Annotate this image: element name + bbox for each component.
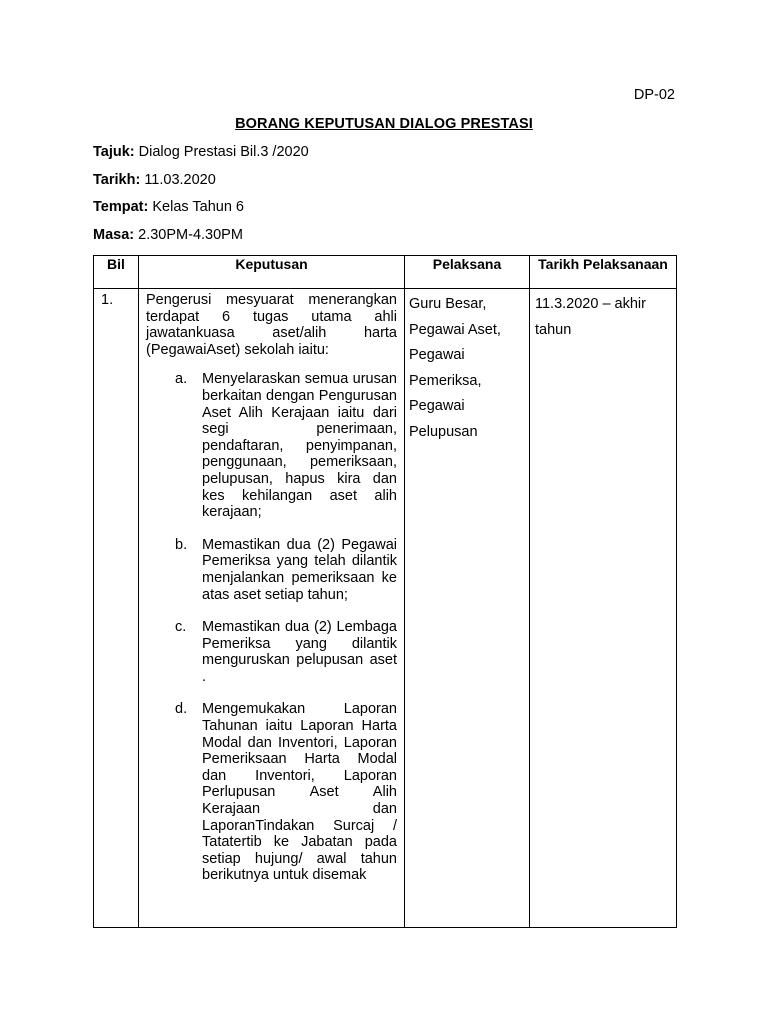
- item-text: Memastikan dua (2) Pegawai Pemeriksa yang telah dilantik menjalankan pemeriksaan ke atas aset setiap tahun;: [202, 536, 397, 603]
- cell-pelaksana: [405, 289, 530, 928]
- header-pelaksana: Pelaksana: [405, 256, 530, 289]
- header-bil: Bil: [94, 256, 139, 289]
- decision-table: [93, 255, 677, 928]
- masa-label: Masa:: [93, 227, 135, 243]
- tarikh-label: Tarikh:: [93, 172, 141, 188]
- item-letter: b.: [175, 536, 188, 553]
- header-keputusan: Keputusan: [139, 256, 405, 289]
- tempat-value: Kelas Tahun 6: [152, 199, 244, 215]
- pelaksana-line: Pegawai: [409, 347, 465, 363]
- tajuk-label: Tajuk:: [93, 144, 135, 160]
- item-text: Memastikan dua (2) Lembaga Pemeriksa yang dilantik menguruskan pelupusan aset .: [202, 619, 397, 685]
- pelaksana-line: Pemeriksa,: [409, 372, 482, 389]
- tarikh-line: 11.3.2020 – akhir: [535, 296, 646, 312]
- tajuk-value: Dialog Prestasi Bil.3 /2020: [138, 144, 309, 160]
- meta-tarikh: [93, 172, 216, 188]
- table-row: [94, 289, 677, 928]
- keputusan-intro: Pengerusi mesyuarat menerangkan terdapat 6 tugas utama ahli jawatankuasa aset/alih harta (PegawaiAset) sekolah iaitu:: [146, 292, 397, 358]
- cell-bil: 1.: [94, 289, 139, 928]
- header-tarikh-pelaksanaan: Tarikh Pelaksanaan: [530, 256, 677, 289]
- list-item: [146, 371, 397, 520]
- meta-tempat: [93, 199, 244, 215]
- table-header-row: [94, 256, 677, 289]
- list-item: [146, 701, 397, 884]
- list-item: [146, 619, 397, 685]
- pelaksana-line: Pegawai Aset,: [409, 321, 501, 338]
- item-letter: a.: [175, 371, 188, 388]
- pelaksana-line: Guru Besar,: [409, 296, 487, 312]
- task-list: [146, 371, 397, 884]
- list-item: [146, 537, 397, 603]
- meta-masa: [93, 227, 243, 243]
- item-letter: d.: [175, 701, 188, 718]
- document-code: DP-02: [633, 87, 675, 103]
- item-letter: c.: [175, 619, 187, 636]
- tempat-label: Tempat:: [93, 199, 149, 215]
- tarikh-value: 11.03.2020: [144, 172, 216, 188]
- item-text: Menyelaraskan semua urusan berkaitan dengan Pengurusan Aset Alih Kerajaan iaitu dari segi penerimaan, pendaftaran, penyimpanan, penggunaan, pemeriksaan, pelupusan, hapus kira dan kes kehilangan aset alih kerajaan;: [202, 371, 397, 521]
- tarikh-line: tahun: [535, 321, 572, 338]
- cell-keputusan: [139, 289, 405, 928]
- pelaksana-line: Pegawai: [409, 398, 465, 414]
- pelaksana-line: Pelupusan: [409, 423, 478, 440]
- masa-value: 2.30PM-4.30PM: [138, 227, 243, 243]
- cell-tarikh-pelaksanaan: [530, 289, 677, 928]
- meta-tajuk: [93, 144, 309, 160]
- item-text: Mengemukakan Laporan Tahunan iaitu Laporan Harta Modal dan Inventori, Laporan Pemeriksaan Harta Modal dan Inventori, Laporan Perlupusan Aset Alih Kerajaan dan LaporanTindakan Surcaj / Tatatertib ke Jabatan pada setiap hujung/ awal tahun berikutnya untuk disemak: [202, 701, 397, 884]
- document-title: BORANG KEPUTUSAN DIALOG PRESTASI: [235, 116, 533, 132]
